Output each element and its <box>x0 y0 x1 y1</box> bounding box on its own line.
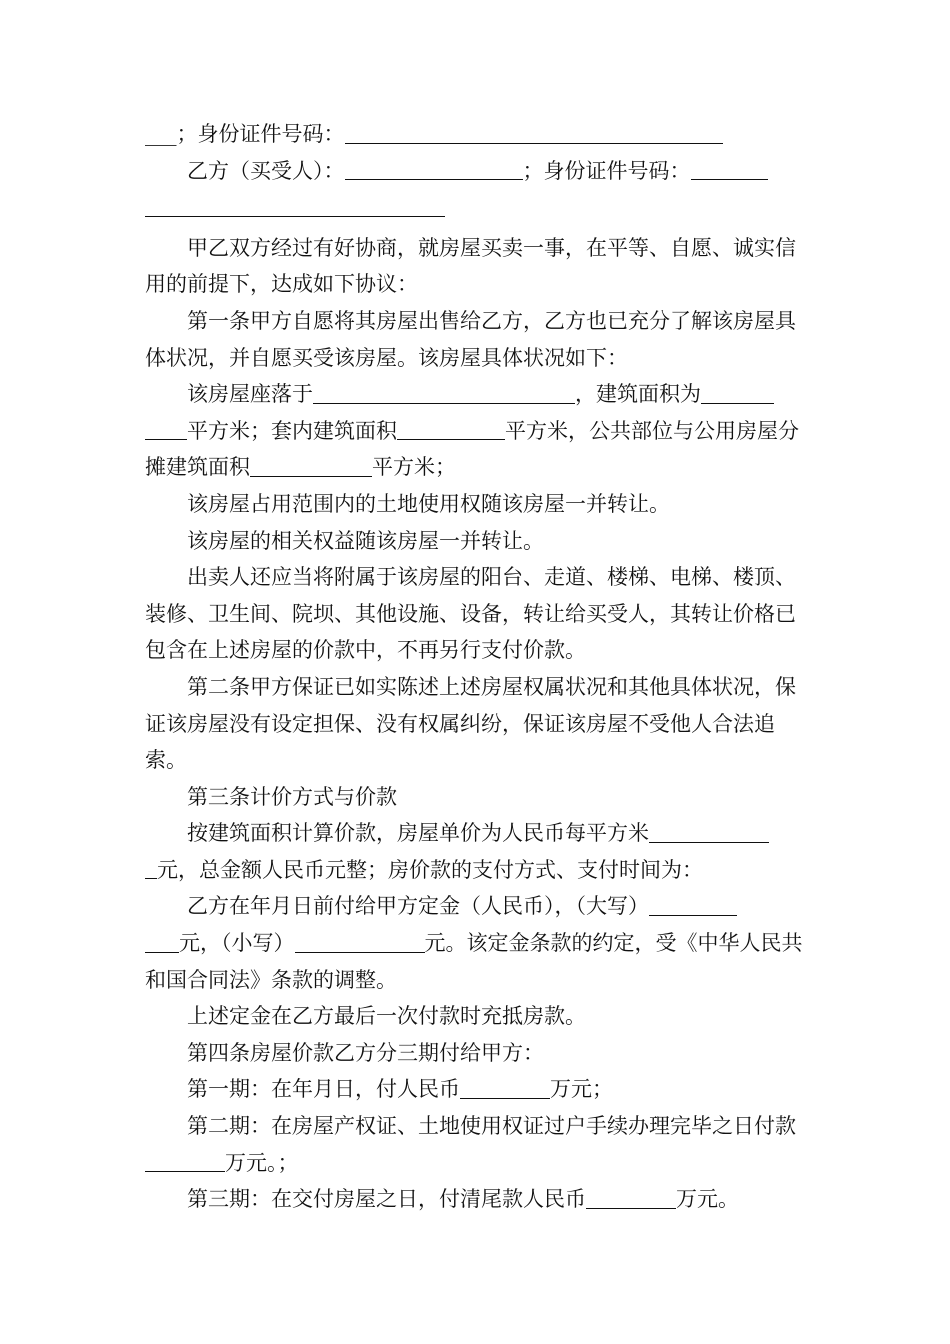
house-location-label: 该房屋座落于 <box>187 382 313 407</box>
paragraph-article-3-title: 第三条计价方式与价款 <box>187 784 397 809</box>
paragraph-installment-1 <box>145 1071 809 1108</box>
installment-3-blank <box>586 1187 676 1209</box>
installment-2-label: 第二期：在房屋产权证、土地使用权证过户手续办理完毕之日付款 <box>187 1114 796 1139</box>
unit-price-blank <box>649 821 769 843</box>
floor-area-label: ，建筑面积为 <box>575 382 701 407</box>
installment-1-label: 第一期：在年月日，付人民币 <box>187 1077 460 1102</box>
paragraph-land-use: 该房屋占用范围内的土地使用权随该房屋一并转让。 <box>187 491 670 516</box>
paragraph-rights: 该房屋的相关权益随该房屋一并转让。 <box>187 528 544 553</box>
paragraph-preamble: 甲乙双方经过有好协商，就房屋买卖一事，在平等、自愿、诚实信用的前提下，达成如下协议： <box>145 235 796 297</box>
unit-price-label: 按建筑面积计算价款，房屋单价为人民币每平方米 <box>187 821 649 846</box>
paragraph-deposit <box>145 888 809 998</box>
party-b-id-label: ；身份证件号码： <box>522 158 691 183</box>
inner-area-blank <box>397 418 505 440</box>
deposit-lowercase-blank <box>295 931 425 953</box>
unit-price-blank-cont <box>145 857 157 879</box>
party-a-id-blank <box>345 122 723 144</box>
shared-area-label: 平方米，公共部位与公用房屋分摊建筑面积 <box>145 418 799 480</box>
paragraph-article-4-title: 第四条房屋价款乙方分三期付给甲方： <box>187 1040 544 1065</box>
paragraph-unit-price <box>145 815 809 888</box>
floor-area-blank-cont <box>145 418 187 440</box>
installment-1-blank <box>460 1077 550 1099</box>
installment-2-unit: 万元。； <box>225 1150 299 1175</box>
floor-area-blank <box>701 382 774 404</box>
party-a-id-label: ___；身份证件号码： <box>145 122 345 146</box>
line-party-a-id <box>145 116 809 153</box>
paragraph-installment-3 <box>145 1181 809 1218</box>
deposit-label: 乙方在年月日前付给甲方定金（人民币），（大写） <box>187 894 649 919</box>
shared-area-unit: 平方米； <box>372 455 456 480</box>
deposit-uppercase-blank <box>649 894 737 916</box>
installment-3-label: 第三期：在交付房屋之日，付清尾款人民币 <box>187 1187 586 1212</box>
party-b-id-blank <box>691 158 768 180</box>
party-b-id-blank-cont <box>145 195 445 217</box>
contract-body <box>145 116 809 1218</box>
line-party-b <box>145 153 809 226</box>
party-b-name-blank <box>345 158 523 180</box>
installment-2-blank <box>145 1150 225 1172</box>
total-amount-text: 元，总金额人民币元整；房价款的支付方式、支付时间为： <box>157 857 703 882</box>
paragraph-attachments: 出卖人还应当将附属于该房屋的阳台、走道、楼梯、电梯、楼顶、装修、卫生间、院坝、其他设施、设备，转让给买受人，其转让价格已包含在上述房屋的价款中，不再另行支付价款。 <box>145 565 796 663</box>
installment-3-unit: 万元。 <box>676 1187 739 1212</box>
paragraph-deposit-offset: 上述定金在乙方最后一次付款时充抵房款。 <box>187 1004 586 1029</box>
shared-area-blank <box>250 455 372 477</box>
deposit-clause-text: 元。该定金条款的约定，受《中华人民共和国合同法》条款的调整。 <box>145 931 803 992</box>
deposit-uppercase-blank-cont <box>145 931 179 953</box>
deposit-lowercase-label: 元，（小写） <box>179 931 295 956</box>
paragraph-house-location <box>145 376 809 486</box>
party-b-label: 乙方（买受人）： <box>187 158 345 183</box>
paragraph-article-2: 第二条甲方保证已如实陈述上述房屋权属状况和其他具体状况，保证该房屋没有设定担保、没有权属纠纷，保证该房屋不受他人合法追索。 <box>145 674 796 773</box>
paragraph-installment-2 <box>145 1108 809 1181</box>
inner-area-label: 平方米；套内建筑面积 <box>187 418 397 443</box>
house-location-blank <box>313 382 575 404</box>
paragraph-article-1: 第一条甲方自愿将其房屋出售给乙方，乙方也已充分了解该房屋具体状况，并自愿买受该房屋。该房屋具体状况如下： <box>145 308 796 370</box>
installment-1-unit: 万元； <box>550 1077 613 1102</box>
